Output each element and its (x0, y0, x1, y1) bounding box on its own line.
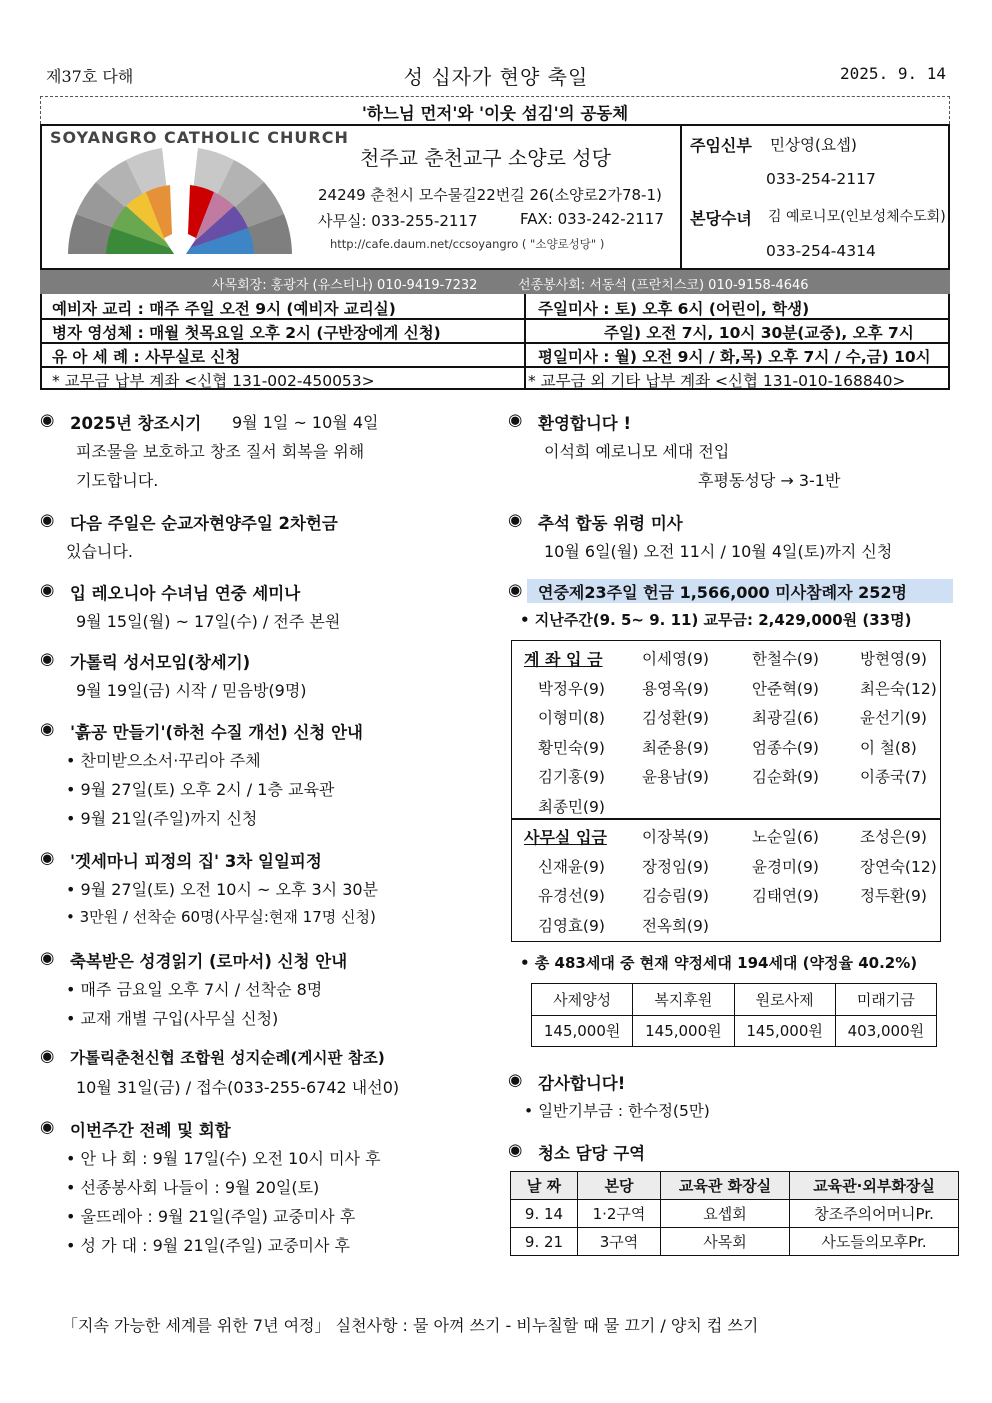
item-bible-group: 가톨릭 성서모임(창세기) (70, 653, 251, 672)
cleaning-cell: 요셉회 (661, 1200, 790, 1228)
item-text: • 9월 27일(토) 오후 2시 / 1층 교육관 (66, 780, 335, 799)
donor-name: 유경선(9) (538, 887, 605, 905)
cleaning-cell: 9. 21 (511, 1228, 578, 1256)
header-divider (680, 124, 682, 270)
donor-name: 장연숙(12) (860, 857, 937, 876)
item-weekly-meetings: 이번주간 전례 및 회합 (70, 1121, 231, 1140)
cleaning-header: 날 짜 (511, 1172, 578, 1200)
account-other: * 교무금 외 기타 납부 계좌 <신협 131-010-168840> (528, 372, 906, 390)
item-text: • 성 가 대 : 9월 21일(주일) 교중미사 후 (66, 1236, 351, 1255)
donor-name: 박정우(9) (538, 679, 605, 698)
sister-role: 본당수녀 (690, 209, 752, 228)
donor-name: 이종국(7) (860, 768, 927, 786)
account-dues: * 교무금 납부 계좌 <신협 131-002-450053> (52, 372, 375, 390)
donor-name: 윤용남(9) (642, 768, 709, 786)
item-text: 있습니다. (66, 542, 133, 561)
item-text: 9월 19일(금) 시작 / 믿음방(9명) (76, 681, 307, 700)
item-text: 9월 15일(월) ~ 17일(수) / 전주 본원 (76, 612, 341, 631)
item-martyrs-collection: 다음 주일은 순교자현양주일 2차헌금 (70, 514, 338, 533)
donor-name: 전옥희(9) (642, 916, 709, 935)
fund-value: 145,000원 (633, 1015, 734, 1047)
schedule-infant-baptism: 유 아 세 례 : 사무실로 신청 (52, 348, 241, 366)
schedule-weekday-mass: 평일미사 : 월) 오전 9시 / 화,목) 오후 7시 / 수,금) 10시 (538, 348, 931, 366)
schedule-sunday-mass: 주일) 오전 7시, 10시 30분(교중), 오후 7시 (604, 324, 914, 342)
donor-name: 이형미(8) (538, 709, 605, 727)
bullet-icon: ◉ (508, 1140, 523, 1159)
donor-name: 최종민(9) (538, 797, 605, 816)
donor-name: 김순화(9) (752, 768, 819, 786)
donor-name: 안준혁(9) (752, 679, 819, 698)
schedule-catechumen: 예비자 교리 : 매주 주일 오전 9시 (예비자 교리실) (52, 300, 396, 318)
item-text: 후평동성당 → 3-1반 (698, 471, 841, 490)
council-chair: 사목회장: 홍광자 (유스티나) 010-9419-7232 (212, 278, 478, 293)
bullet-icon: ◉ (508, 1070, 523, 1089)
cleaning-header: 교육관 화장실 (661, 1172, 790, 1200)
schedule-sunday-mass-sat: 주일미사 : 토) 오후 6시 (어린이, 학생) (538, 300, 810, 318)
item-pilgrimage: 가톨릭춘천신협 조합원 성지순례(게시판 참조) (70, 1049, 385, 1067)
bullet-icon: ◉ (40, 848, 55, 867)
donor-name: 최광길(6) (752, 709, 819, 727)
item-creation-season-dates: 9월 1일 ~ 10월 4일 (232, 413, 379, 432)
logo-text: SOYANGRO CATHOLIC CHURCH (50, 128, 349, 147)
cleaning-cell: 9. 14 (511, 1200, 578, 1228)
donor-name: 김성환(9) (642, 709, 709, 727)
donor-name: 용영옥(9) (642, 679, 709, 698)
issue-date: 2025. 9. 14 (840, 64, 946, 83)
donor-name: 김영효(9) (538, 916, 605, 935)
item-text: • 매주 금요일 오후 7시 / 선착순 8명 (66, 980, 323, 999)
donor-name: 이 철(8) (860, 738, 917, 757)
bullet-icon: ◉ (40, 649, 55, 668)
office-deposit-label: 사무실 입금 (524, 828, 607, 847)
item-offering: 연중제23주일 헌금 1,566,000 미사참례자 252명 (538, 583, 907, 602)
item-text: • 찬미받으소서·꾸리아 주체 (66, 751, 261, 770)
item-thanks: 감사합니다! (538, 1074, 626, 1093)
bullet-icon: ◉ (40, 510, 55, 529)
pastor-phone: 033-254-2117 (766, 170, 876, 188)
church-logo-icon (62, 148, 298, 262)
item-bible-reading: 축복받은 성경읽기 (로마서) 신청 안내 (70, 952, 348, 971)
item-text: • 일반기부금 : 한수정(5만) (524, 1102, 710, 1120)
fund-header: 사제양성 (532, 984, 633, 1016)
sister-name: 김 예로니모(인보성체수도회) (768, 209, 946, 225)
bullet-icon: ◉ (508, 510, 523, 529)
donor-list-divider (511, 818, 941, 820)
bullet-icon: ◉ (508, 410, 523, 429)
donor-name: 노순일(6) (752, 828, 819, 846)
fax-number: FAX: 033-242-2117 (520, 210, 664, 228)
bullet-icon: ◉ (40, 948, 55, 967)
fund-table (531, 983, 937, 1047)
pastor-name: 민상영(요셉) (770, 136, 857, 154)
fund-value: 403,000원 (835, 1015, 936, 1047)
item-text: 기도합니다. (76, 471, 159, 490)
cleaning-header: 본당 (578, 1172, 661, 1200)
item-text: 피조물을 보호하고 창조 질서 회복을 위해 (76, 442, 365, 461)
item-text: • 9월 21일(주일)까지 신청 (66, 809, 258, 828)
bullet-icon: ◉ (508, 580, 523, 599)
item-text: 이석희 예로니모 세대 전입 (544, 442, 730, 461)
donor-name: 최은숙(12) (860, 679, 937, 698)
page-title: 성 십자가 현양 축일 (403, 65, 589, 89)
bullet-icon: ◉ (40, 580, 55, 599)
footer-practice: 「지속 가능한 세계를 위한 7년 여정」 실천사항 : 물 아껴 쓰기 - 비누칠할 때 물 끄기 / 양치 컵 쓰기 (62, 1316, 759, 1335)
donor-name: 신재윤(9) (538, 857, 605, 876)
donor-name: 윤경미(9) (752, 857, 819, 876)
item-creation-season: 2025년 창조시기 (70, 414, 202, 433)
donor-name: 장정임(9) (642, 857, 709, 876)
fund-header: 원로사제 (734, 984, 835, 1016)
weekly-dues: • 지난주간(9. 5~ 9. 11) 교무금: 2,429,000원 (33명) (520, 611, 912, 629)
item-text: • 3만원 / 선착순 60명(사무실:현재 17명 신청) (66, 908, 376, 926)
donor-name: 이세영(9) (642, 650, 709, 668)
item-text: • 울뜨레아 : 9월 21일(주일) 교중미사 후 (66, 1207, 356, 1226)
motto: '하느님 먼저'와 '이웃 섬김'의 공동체 (361, 104, 629, 123)
item-text: • 교재 개별 구입(사무실 신청) (66, 1009, 279, 1028)
service-chair: 선종봉사회: 서동석 (프란치스코) 010-9158-4646 (518, 278, 809, 293)
account-deposit-label: 계 좌 입 금 (524, 650, 603, 669)
bullet-icon: ◉ (40, 1117, 55, 1136)
donor-name: 방현영(9) (860, 650, 927, 668)
cleaning-cell: 사도들의모후Pr. (790, 1228, 959, 1256)
donor-name: 윤선기(9) (860, 709, 927, 727)
cafe-link[interactable]: http://cafe.daum.net/ccsoyangro ( "소양로성당" ) (330, 237, 605, 251)
office-phone: 사무실: 033-255-2117 (318, 212, 478, 230)
donor-name: 황민숙(9) (538, 738, 605, 757)
item-seminar: 입 레오니아 수녀님 연중 세미나 (70, 584, 301, 603)
parish-name: 천주교 춘천교구 소양로 성당 (360, 146, 611, 170)
donor-name: 최준용(9) (642, 738, 709, 757)
donor-name: 김기홍(9) (538, 768, 605, 786)
cleaning-header: 교육관·외부화장실 (790, 1172, 959, 1200)
item-memorial-mass: 추석 합동 위령 미사 (538, 514, 683, 533)
donor-name: 이장복(9) (642, 828, 709, 846)
fund-header: 복지후원 (633, 984, 734, 1016)
parish-address: 24249 춘천시 모수물길22번길 26(소양로2가78-1) (318, 186, 662, 204)
donor-name: 한철수(9) (752, 650, 819, 668)
item-text: • 9월 27일(토) 오전 10시 ~ 오후 3시 30분 (66, 880, 379, 899)
fund-value: 145,000원 (734, 1015, 835, 1047)
fund-value: 145,000원 (532, 1015, 633, 1047)
donor-name: 엄종수(9) (752, 738, 819, 757)
item-text: 10월 6일(월) 오전 11시 / 10월 4일(토)까지 신청 (544, 542, 893, 561)
item-text: • 안 나 회 : 9월 17일(수) 오전 10시 미사 후 (66, 1149, 381, 1168)
bullet-icon: ◉ (40, 719, 55, 738)
cleaning-cell: 창조주의어머니Pr. (790, 1200, 959, 1228)
pastor-role: 주임신부 (690, 136, 752, 155)
cleaning-cell: 3구역 (578, 1228, 661, 1256)
donor-name: 김태연(9) (752, 887, 819, 905)
donor-name: 조성은(9) (860, 828, 927, 846)
cleaning-table (510, 1171, 959, 1256)
cleaning-cell: 사목회 (661, 1228, 790, 1256)
pledge-stat: • 총 483세대 중 현재 약정세대 194세대 (약정율 40.2%) (520, 954, 918, 972)
item-cleaning: 청소 담당 구역 (538, 1144, 646, 1163)
sister-phone: 033-254-4314 (766, 242, 876, 260)
issue-number: 제37호 다해 (46, 67, 134, 86)
bullet-icon: ◉ (40, 1046, 55, 1065)
item-text: • 선종봉사회 나들이 : 9월 20일(토) (66, 1178, 320, 1197)
item-welcome: 환영합니다 ! (538, 414, 631, 433)
item-mudball: '흙공 만들기'(하천 수질 개선) 신청 안내 (70, 723, 363, 742)
item-retreat: '겟세마니 피정의 집' 3차 일일피정 (70, 852, 322, 871)
bullet-icon: ◉ (40, 410, 55, 429)
schedule-sick-communion: 병자 영성체 : 매월 첫목요일 오후 2시 (구반장에게 신청) (52, 324, 441, 342)
donor-name: 정두환(9) (860, 887, 927, 905)
donor-name: 김승림(9) (642, 887, 709, 905)
cleaning-cell: 1·2구역 (578, 1200, 661, 1228)
fund-header: 미래기금 (835, 984, 936, 1016)
item-text: 10월 31일(금) / 접수(033-255-6742 내선0) (76, 1078, 400, 1097)
schedule-grid (40, 294, 950, 390)
contact-bar (40, 270, 950, 294)
